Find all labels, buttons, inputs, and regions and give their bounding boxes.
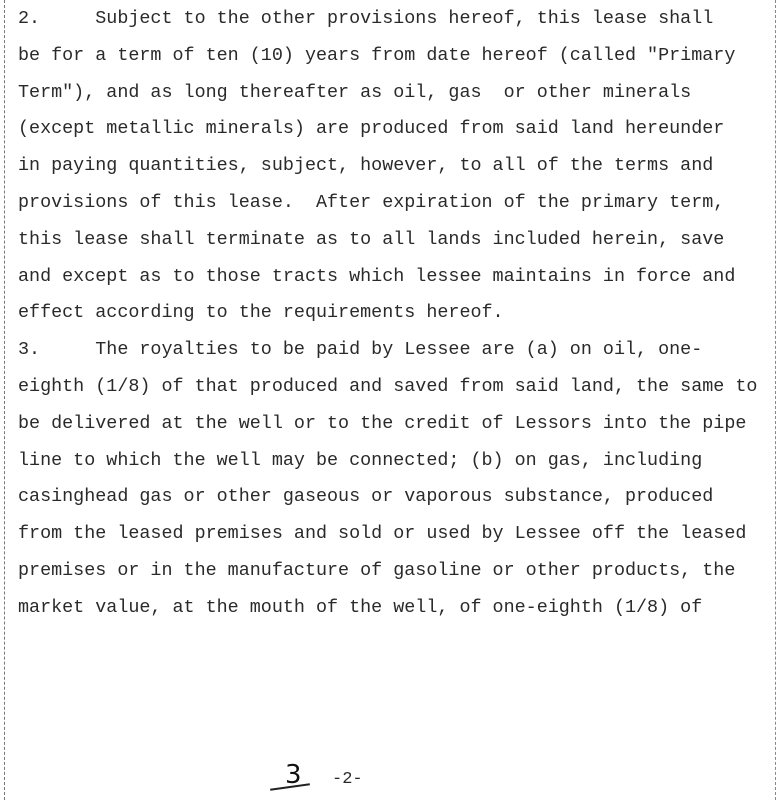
text-line: casinghead gas or other gaseous or vaporous substance, produced — [18, 486, 714, 508]
handwritten-mark: 3 — [285, 760, 302, 790]
text-line: and except as to those tracts which lessee maintains in force and — [18, 265, 736, 287]
text-line: 2. Subject to the other provisions hereof, this lease shall — [18, 8, 714, 29]
text-line: 3. The royalties to be paid by Lessee are (a) on oil, one- — [18, 339, 703, 361]
text-line: from the leased premises and sold or used by Lessee off the leased — [18, 523, 747, 545]
text-line: this lease shall terminate as to all lands included herein, save — [18, 228, 725, 250]
text-line: be for a term of ten (10) years from date hereof (called "Primary — [18, 44, 736, 66]
text-line: line to which the well may be connected; (b) on gas, including — [18, 449, 703, 471]
text-line: in paying quantities, subject, however, to all of the terms and — [18, 155, 714, 177]
text-line: effect according to the requirements hereof. — [18, 302, 504, 324]
document-body — [18, 6, 778, 632]
text-line: (except metallic minerals) are produced from said land hereunder — [18, 118, 725, 140]
text-line: Term"), and as long thereafter as oil, gas or other minerals — [18, 81, 692, 103]
text-line: provisions of this lease. After expiration of the primary term, — [18, 191, 725, 213]
text-line: be delivered at the well or to the credit of Lessors into the pipe — [18, 412, 747, 434]
text-line: premises or in the manufacture of gasoline or other products, the — [18, 559, 736, 581]
scan-left-edge — [4, 0, 5, 800]
page-number: -2- — [332, 770, 363, 789]
text-line: market value, at the mouth of the well, of one-eighth (1/8) of — [18, 596, 703, 618]
text-line: eighth (1/8) of that produced and saved from said land, the same to — [18, 375, 758, 397]
